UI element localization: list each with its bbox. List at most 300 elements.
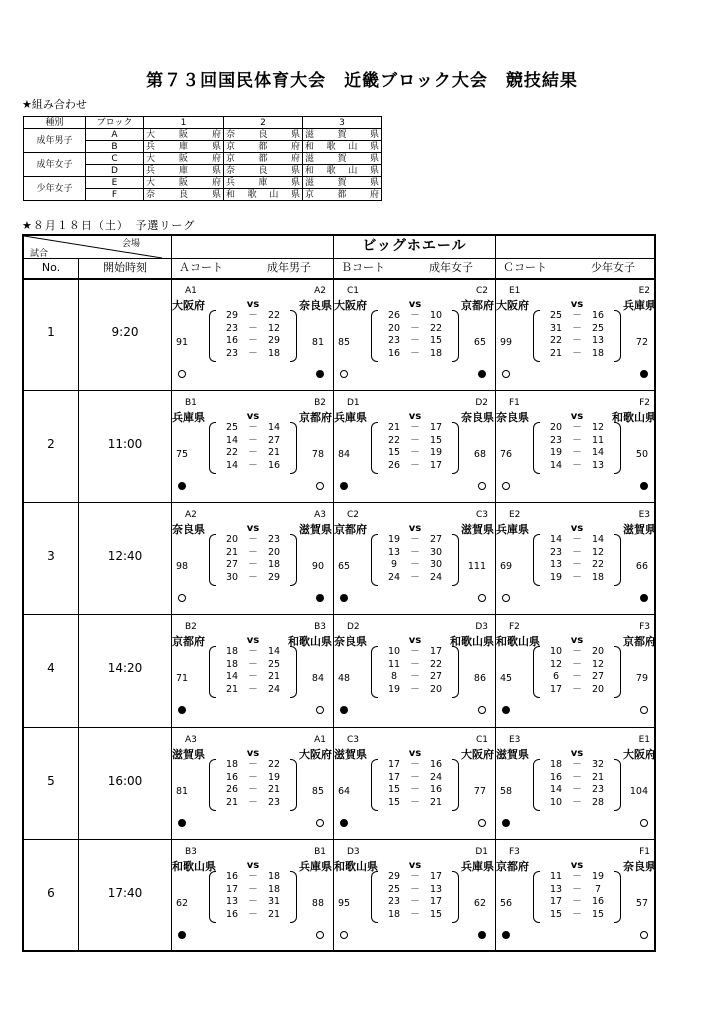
set-score-right: 21: [267, 447, 281, 458]
set-score-right: 18: [591, 571, 605, 583]
set-score-left: 9: [390, 559, 398, 570]
filled-circle-icon: [340, 819, 348, 827]
team-right-name: 大阪府: [461, 748, 494, 761]
groups-category: 成年男子: [24, 129, 86, 153]
set-score-right: 29: [267, 335, 281, 346]
set-score-left: 15: [549, 908, 563, 920]
set-score-left: 13: [225, 896, 239, 907]
total-left: 69: [500, 561, 513, 572]
set-score-row: [380, 310, 450, 323]
set-score-row: [218, 646, 288, 659]
set-score-dash: －: [248, 310, 258, 321]
right-brace: [290, 422, 297, 474]
set-score-dash: －: [248, 571, 258, 583]
set-score-left: 23: [549, 434, 563, 446]
set-score-right: 14: [591, 534, 605, 545]
team-right-seed: A2: [314, 286, 326, 296]
set-score-right: 15: [591, 908, 605, 920]
left-brace: [533, 310, 540, 362]
set-score-row: [218, 871, 288, 884]
round-number: 3: [47, 549, 55, 563]
set-score-row: [542, 310, 612, 323]
set-score-right: 20: [591, 683, 605, 695]
groups-table: [23, 116, 382, 201]
set-score-row: [380, 348, 450, 361]
set-score-left: 23: [225, 347, 239, 359]
right-brace: [452, 534, 459, 586]
results-table: [22, 234, 656, 952]
team-left-name: 和歌山県: [334, 860, 378, 873]
left-brace: [209, 871, 216, 923]
team-right-seed: A1: [314, 735, 326, 745]
open-circle-icon: [340, 370, 348, 378]
groups-block: B: [86, 141, 144, 153]
groups-team: 奈 良 県: [224, 165, 303, 177]
set-score-right: 23: [267, 534, 281, 545]
set-score-right: 16: [429, 784, 443, 795]
set-scores: [218, 534, 288, 584]
set-score-dash: －: [410, 796, 420, 808]
team-right-name: 京都府: [461, 299, 494, 312]
team-left-name: 大阪府: [172, 299, 205, 312]
set-score-right: 19: [429, 447, 443, 458]
set-score-row: [380, 572, 450, 585]
open-circle-icon: [478, 482, 486, 490]
set-score-left: 17: [549, 683, 563, 695]
total-right: 78: [311, 449, 324, 460]
set-score-left: 30: [225, 571, 239, 583]
groups-team: 京 都 府: [303, 189, 382, 201]
set-scores: [380, 422, 450, 472]
total-right: 72: [635, 337, 648, 348]
set-score-row: [218, 896, 288, 909]
set-score-dash: －: [410, 871, 420, 882]
set-score-right: 14: [591, 447, 605, 458]
open-circle-icon: [640, 819, 648, 827]
set-score-left: 23: [549, 546, 563, 558]
set-scores: [380, 871, 450, 921]
match-cell: [334, 614, 496, 726]
set-score-right: 13: [591, 459, 605, 471]
set-score-row: [380, 896, 450, 909]
vs-label: vs: [408, 411, 422, 422]
set-score-right: 21: [267, 908, 281, 920]
round-start-time: 16:00: [107, 774, 143, 788]
groups-team: 和 歌 山 県: [303, 141, 382, 153]
set-score-left: 23: [387, 335, 401, 346]
set-score-dash: －: [572, 759, 582, 770]
filled-circle-icon: [178, 819, 186, 827]
set-score-left: 12: [549, 658, 563, 670]
team-right-seed: D3: [475, 622, 488, 632]
team-right-seed: F2: [639, 398, 650, 408]
team-left-seed: B3: [185, 847, 197, 857]
vs-label: vs: [570, 860, 584, 871]
set-score-dash: －: [248, 784, 258, 795]
set-score-dash: －: [410, 571, 420, 583]
team-left-seed: C2: [347, 510, 360, 520]
open-circle-icon: [340, 931, 348, 939]
set-score-dash: －: [248, 771, 258, 783]
match-cell: [496, 502, 658, 614]
team-right-seed: E2: [638, 286, 650, 296]
set-score-right: 22: [429, 658, 443, 670]
set-score-dash: －: [572, 896, 582, 907]
set-score-row: [542, 534, 612, 547]
groups-team: 和 歌 山 県: [303, 165, 382, 177]
set-score-dash: －: [410, 559, 420, 570]
groups-block: E: [86, 177, 144, 189]
set-score-left: 16: [225, 871, 239, 882]
set-scores: [218, 646, 288, 696]
set-score-right: 22: [267, 759, 281, 770]
set-score-right: 20: [591, 646, 605, 657]
right-brace: [290, 534, 297, 586]
set-score-row: [542, 884, 612, 897]
set-score-right: 31: [267, 896, 281, 907]
set-score-left: 11: [549, 871, 563, 882]
set-score-row: [380, 871, 450, 884]
match-cell: [172, 727, 334, 839]
set-scores: [542, 310, 612, 360]
set-score-left: 17: [225, 883, 239, 895]
set-score-row: [380, 335, 450, 348]
set-score-left: 19: [387, 534, 401, 545]
set-score-right: 18: [267, 347, 281, 359]
total-right: 85: [311, 786, 324, 797]
groups-team: 京 都 府: [224, 141, 303, 153]
set-score-dash: －: [410, 310, 420, 321]
set-score-dash: －: [572, 335, 582, 346]
open-circle-icon: [316, 482, 324, 490]
total-left: 98: [176, 561, 189, 572]
set-score-left: 23: [387, 896, 401, 907]
set-scores: [218, 310, 288, 360]
match-label: 試合: [30, 249, 49, 259]
round-start-time: 11:00: [107, 437, 143, 451]
page-title: 第７３回国民体育大会 近畿ブロック大会 競技結果: [146, 71, 578, 91]
court-header-name: Ａコート: [179, 261, 223, 274]
team-right-seed: E1: [638, 735, 650, 745]
right-brace: [290, 871, 297, 923]
team-right-seed: B1: [314, 847, 326, 857]
right-brace: [614, 422, 621, 474]
set-score-left: 21: [225, 546, 239, 558]
set-score-dash: －: [572, 771, 582, 783]
team-left-name: 兵庫県: [172, 411, 205, 424]
set-score-row: [218, 447, 288, 460]
set-score-row: [542, 547, 612, 560]
set-score-right: 16: [429, 759, 443, 770]
set-score-dash: －: [248, 447, 258, 458]
set-score-dash: －: [410, 784, 420, 795]
set-score-left: 26: [387, 459, 401, 471]
vs-label: vs: [570, 523, 584, 534]
set-score-right: 21: [267, 671, 281, 682]
set-score-left: 20: [387, 322, 401, 334]
total-right: 90: [311, 561, 324, 572]
set-score-right: 13: [429, 883, 443, 895]
set-score-left: 22: [549, 335, 563, 346]
left-brace: [533, 871, 540, 923]
set-score-right: 19: [267, 771, 281, 783]
match-cell: [496, 839, 658, 951]
set-score-row: [218, 559, 288, 572]
team-left-seed: A3: [185, 735, 197, 745]
open-circle-icon: [478, 819, 486, 827]
court-header-name: Ｂコート: [341, 261, 385, 274]
set-score-left: 6: [552, 671, 560, 682]
round-number: 1: [47, 325, 55, 339]
set-score-row: [218, 759, 288, 772]
groups-header-cell: 3: [303, 117, 382, 129]
total-right: 111: [467, 561, 486, 572]
set-score-right: 18: [591, 347, 605, 359]
vs-label: vs: [246, 635, 260, 646]
set-score-right: 20: [429, 683, 443, 695]
vs-label: vs: [570, 411, 584, 422]
vs-label: vs: [246, 748, 260, 759]
set-score-right: 17: [429, 646, 443, 657]
set-score-right: 11: [591, 434, 605, 446]
set-score-right: 17: [429, 896, 443, 907]
match-cell: [334, 502, 496, 614]
right-brace: [290, 646, 297, 698]
set-score-row: [380, 547, 450, 560]
set-score-right: 24: [267, 683, 281, 695]
set-score-row: [380, 884, 450, 897]
team-left-name: 京都府: [334, 523, 367, 536]
set-score-left: 29: [387, 871, 401, 882]
groups-header-cell: ブロック: [86, 117, 144, 129]
set-score-row: [218, 659, 288, 672]
set-score-dash: －: [572, 422, 582, 433]
team-right-seed: F1: [639, 847, 650, 857]
set-score-left: 15: [387, 784, 401, 795]
left-brace: [209, 310, 216, 362]
vs-label: vs: [246, 523, 260, 534]
right-brace: [614, 646, 621, 698]
set-score-right: 12: [591, 422, 605, 433]
groups-team: 兵 庫 県: [144, 165, 224, 177]
set-score-right: 15: [429, 434, 443, 446]
total-left: 99: [500, 337, 513, 348]
set-score-dash: －: [248, 759, 258, 770]
set-score-row: [542, 772, 612, 785]
set-score-left: 17: [387, 759, 401, 770]
set-score-left: 13: [549, 559, 563, 570]
groups-block: A: [86, 129, 144, 141]
set-score-dash: －: [410, 908, 420, 920]
filled-circle-icon: [316, 370, 324, 378]
team-right-seed: C3: [475, 510, 488, 520]
set-score-left: 13: [549, 883, 563, 895]
team-left-name: 京都府: [496, 860, 529, 873]
set-score-right: 17: [429, 871, 443, 882]
team-right-seed: C2: [475, 286, 488, 296]
set-score-row: [218, 784, 288, 797]
left-brace: [371, 646, 378, 698]
team-right-name: 和歌山県: [288, 635, 332, 648]
set-score-left: 29: [225, 310, 239, 321]
set-score-row: [380, 759, 450, 772]
team-left-seed: C1: [347, 286, 360, 296]
total-right: 66: [635, 561, 648, 572]
groups-team: 大 阪 府: [144, 177, 224, 189]
team-left-name: 滋賀県: [172, 748, 205, 761]
groups-row: [24, 177, 382, 189]
set-scores: [380, 310, 450, 360]
filled-circle-icon: [178, 706, 186, 714]
set-score-dash: －: [248, 546, 258, 558]
team-right-name: 奈良県: [623, 860, 656, 873]
open-circle-icon: [316, 706, 324, 714]
set-score-right: 12: [267, 322, 281, 334]
set-score-left: 14: [225, 459, 239, 471]
set-score-left: 18: [225, 646, 239, 657]
team-right-name: 和歌山県: [450, 635, 494, 648]
total-left: 56: [500, 898, 513, 909]
groups-header-cell: 2: [224, 117, 303, 129]
groups-team: 大 阪 府: [144, 129, 224, 141]
right-brace: [614, 534, 621, 586]
set-score-dash: －: [248, 658, 258, 670]
set-score-row: [218, 671, 288, 684]
set-score-row: [542, 659, 612, 672]
left-brace: [371, 759, 378, 811]
set-scores: [218, 759, 288, 809]
groups-block: C: [86, 153, 144, 165]
total-right: 81: [311, 337, 324, 348]
team-right-seed: F3: [639, 622, 650, 632]
team-right-name: 京都府: [299, 411, 332, 424]
set-score-dash: －: [248, 434, 258, 446]
set-score-left: 19: [549, 571, 563, 583]
groups-header-cell: 種別: [24, 117, 86, 129]
set-score-row: [542, 684, 612, 697]
total-right: 77: [473, 786, 486, 797]
right-brace: [452, 310, 459, 362]
left-brace: [209, 646, 216, 698]
team-left-name: 滋賀県: [334, 748, 367, 761]
set-score-left: 22: [387, 434, 401, 446]
filled-circle-icon: [640, 370, 648, 378]
set-score-row: [218, 797, 288, 810]
left-brace: [371, 534, 378, 586]
total-right: 88: [311, 898, 324, 909]
set-score-dash: －: [572, 434, 582, 446]
set-score-left: 10: [549, 646, 563, 657]
set-score-dash: －: [248, 459, 258, 471]
set-score-right: 30: [429, 546, 443, 558]
right-brace: [452, 759, 459, 811]
set-score-dash: －: [248, 671, 258, 682]
team-left-seed: D1: [347, 398, 360, 408]
match-cell: [172, 278, 334, 390]
open-circle-icon: [640, 931, 648, 939]
team-right-name: 奈良県: [461, 411, 494, 424]
set-score-row: [380, 671, 450, 684]
set-score-dash: －: [410, 434, 420, 446]
left-brace: [371, 871, 378, 923]
open-circle-icon: [316, 819, 324, 827]
set-score-left: 18: [387, 908, 401, 920]
set-score-dash: －: [248, 335, 258, 346]
grid-vline: [78, 258, 79, 950]
set-score-right: 24: [429, 771, 443, 783]
team-left-name: 大阪府: [334, 299, 367, 312]
set-score-dash: －: [572, 559, 582, 570]
set-score-dash: －: [410, 347, 420, 359]
right-brace: [290, 759, 297, 811]
set-score-dash: －: [248, 796, 258, 808]
match-cell: [172, 502, 334, 614]
groups-team: 滋 賀 県: [303, 129, 382, 141]
filled-circle-icon: [340, 706, 348, 714]
set-score-right: 27: [429, 671, 443, 682]
set-score-row: [542, 896, 612, 909]
groups-team: 兵 庫 県: [224, 177, 303, 189]
set-score-left: 24: [387, 571, 401, 583]
set-score-left: 18: [225, 759, 239, 770]
set-score-dash: －: [410, 759, 420, 770]
set-score-dash: －: [410, 322, 420, 334]
set-score-left: 10: [549, 796, 563, 808]
filled-circle-icon: [316, 594, 324, 602]
total-right: 68: [473, 449, 486, 460]
team-right-name: 滋賀県: [299, 523, 332, 536]
set-score-left: 21: [549, 347, 563, 359]
open-circle-icon: [502, 482, 510, 490]
set-score-left: 14: [549, 459, 563, 471]
total-left: 84: [338, 449, 351, 460]
filled-circle-icon: [502, 706, 510, 714]
set-score-row: [542, 646, 612, 659]
filled-circle-icon: [502, 931, 510, 939]
set-score-row: [542, 460, 612, 473]
set-score-right: 14: [267, 646, 281, 657]
set-score-row: [218, 460, 288, 473]
set-score-row: [218, 572, 288, 585]
set-score-dash: －: [572, 784, 582, 795]
set-score-dash: －: [410, 422, 420, 433]
team-left-seed: B1: [185, 398, 197, 408]
set-score-dash: －: [410, 883, 420, 895]
vs-label: vs: [246, 860, 260, 871]
total-right: 104: [629, 786, 648, 797]
filled-circle-icon: [340, 482, 348, 490]
set-score-row: [380, 909, 450, 922]
set-score-dash: －: [572, 459, 582, 471]
round-start-time: 17:40: [107, 886, 143, 900]
set-score-dash: －: [410, 335, 420, 346]
set-score-right: 10: [429, 310, 443, 321]
match-cell: [496, 727, 658, 839]
set-score-dash: －: [248, 896, 258, 907]
groups-team: 大 阪 府: [144, 153, 224, 165]
set-score-right: 25: [591, 322, 605, 334]
groups-heading: ★組み合わせ: [22, 98, 87, 111]
set-score-right: 22: [267, 310, 281, 321]
set-score-left: 16: [225, 771, 239, 783]
set-scores: [380, 534, 450, 584]
grid-hline: [24, 258, 654, 259]
vs-label: vs: [408, 523, 422, 534]
set-score-left: 25: [387, 883, 401, 895]
filled-circle-icon: [502, 819, 510, 827]
team-left-name: 滋賀県: [496, 748, 529, 761]
set-score-right: 12: [591, 658, 605, 670]
